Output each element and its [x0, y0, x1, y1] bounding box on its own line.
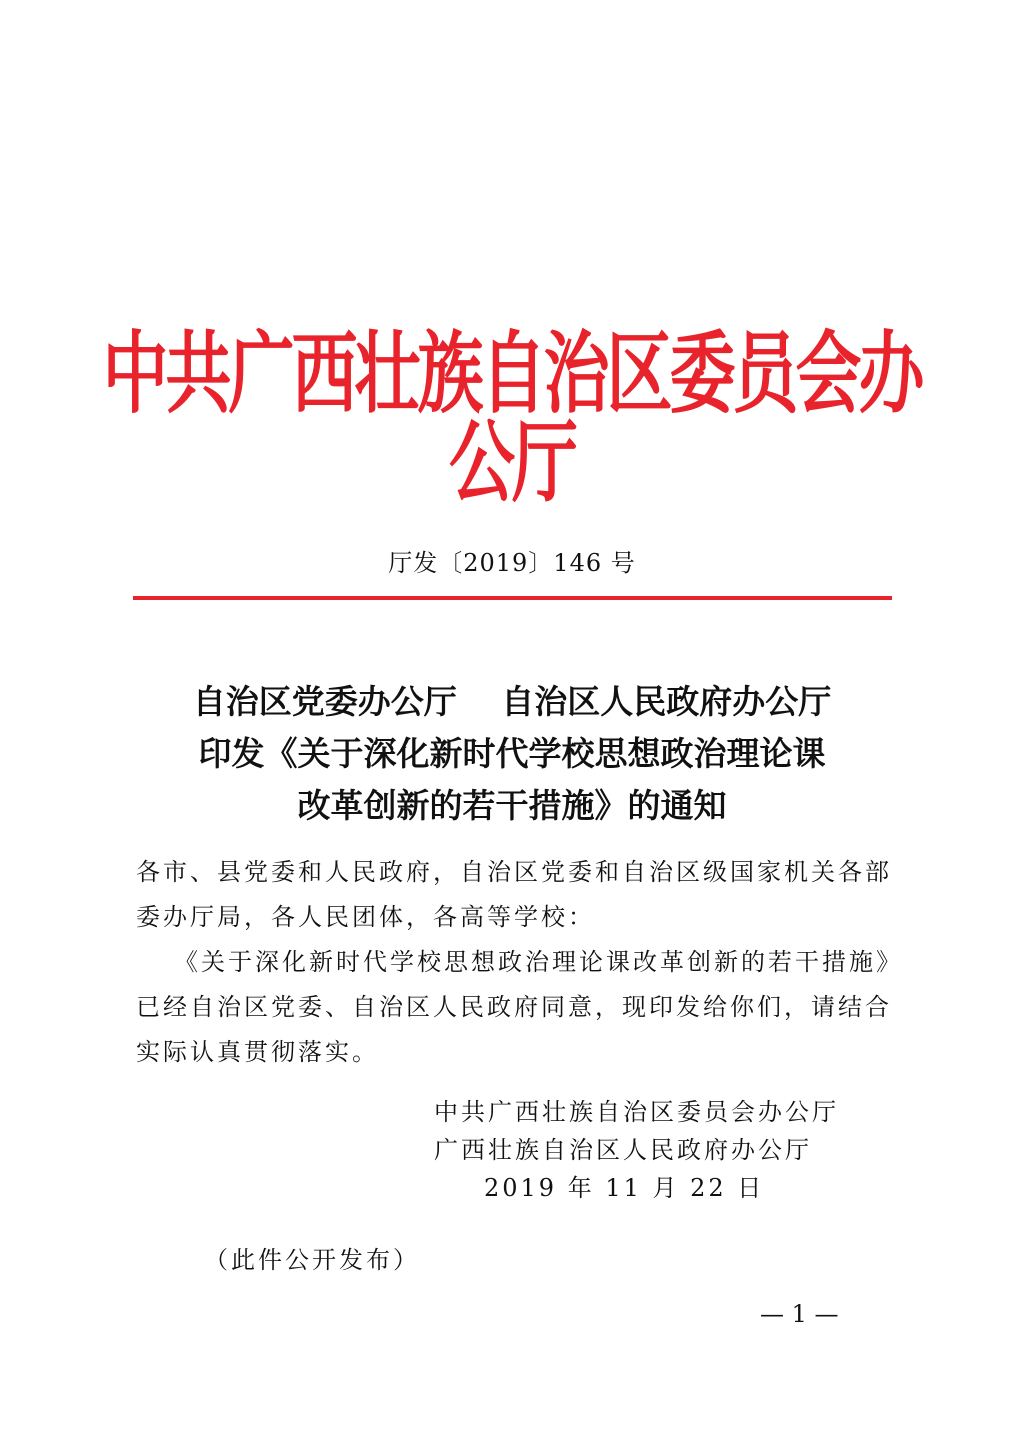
addressee-line-1: 各市、县党委和人民政府，自治区党委和自治区级国家机关各部: [136, 858, 892, 886]
issuer-header: 中共广西壮族自治区委员会办公厅: [102, 321, 922, 515]
body-line-1: 《关于深化新时代学校思想政治理论课改革创新的若干措施》: [174, 948, 903, 976]
body-line-2: 已经自治区党委、自治区人民政府同意，现印发给你们，请结合: [136, 993, 892, 1021]
public-release-note: （此件公开发布）: [204, 1246, 420, 1274]
signature-org-2: 广西壮族自治区人民政府办公厅: [434, 1136, 812, 1164]
title-line-2: 印发《关于深化新时代学校思想政治理论课: [198, 734, 826, 773]
document-body: [136, 850, 903, 1075]
document-title: [100, 676, 924, 832]
document-number: 厅发〔2019〕146 号: [388, 549, 636, 577]
title-line-3: 改革创新的若干措施》的通知: [297, 786, 727, 825]
signature-date: 2019 年 11 月 22 日: [484, 1174, 765, 1202]
page-number: — 1 —: [760, 1300, 839, 1328]
signature-block: [434, 1093, 839, 1207]
addressee-line-2: 委办厅局，各人民团体，各高等学校：: [136, 903, 595, 931]
title-line-1: 自治区党委办公厅 自治区人民政府办公厅: [192, 682, 832, 721]
body-line-3: 实际认真贯彻落实。: [136, 1038, 379, 1066]
red-divider-line: [133, 596, 892, 600]
signature-org-1: 中共广西壮族自治区委员会办公厅: [434, 1098, 839, 1126]
